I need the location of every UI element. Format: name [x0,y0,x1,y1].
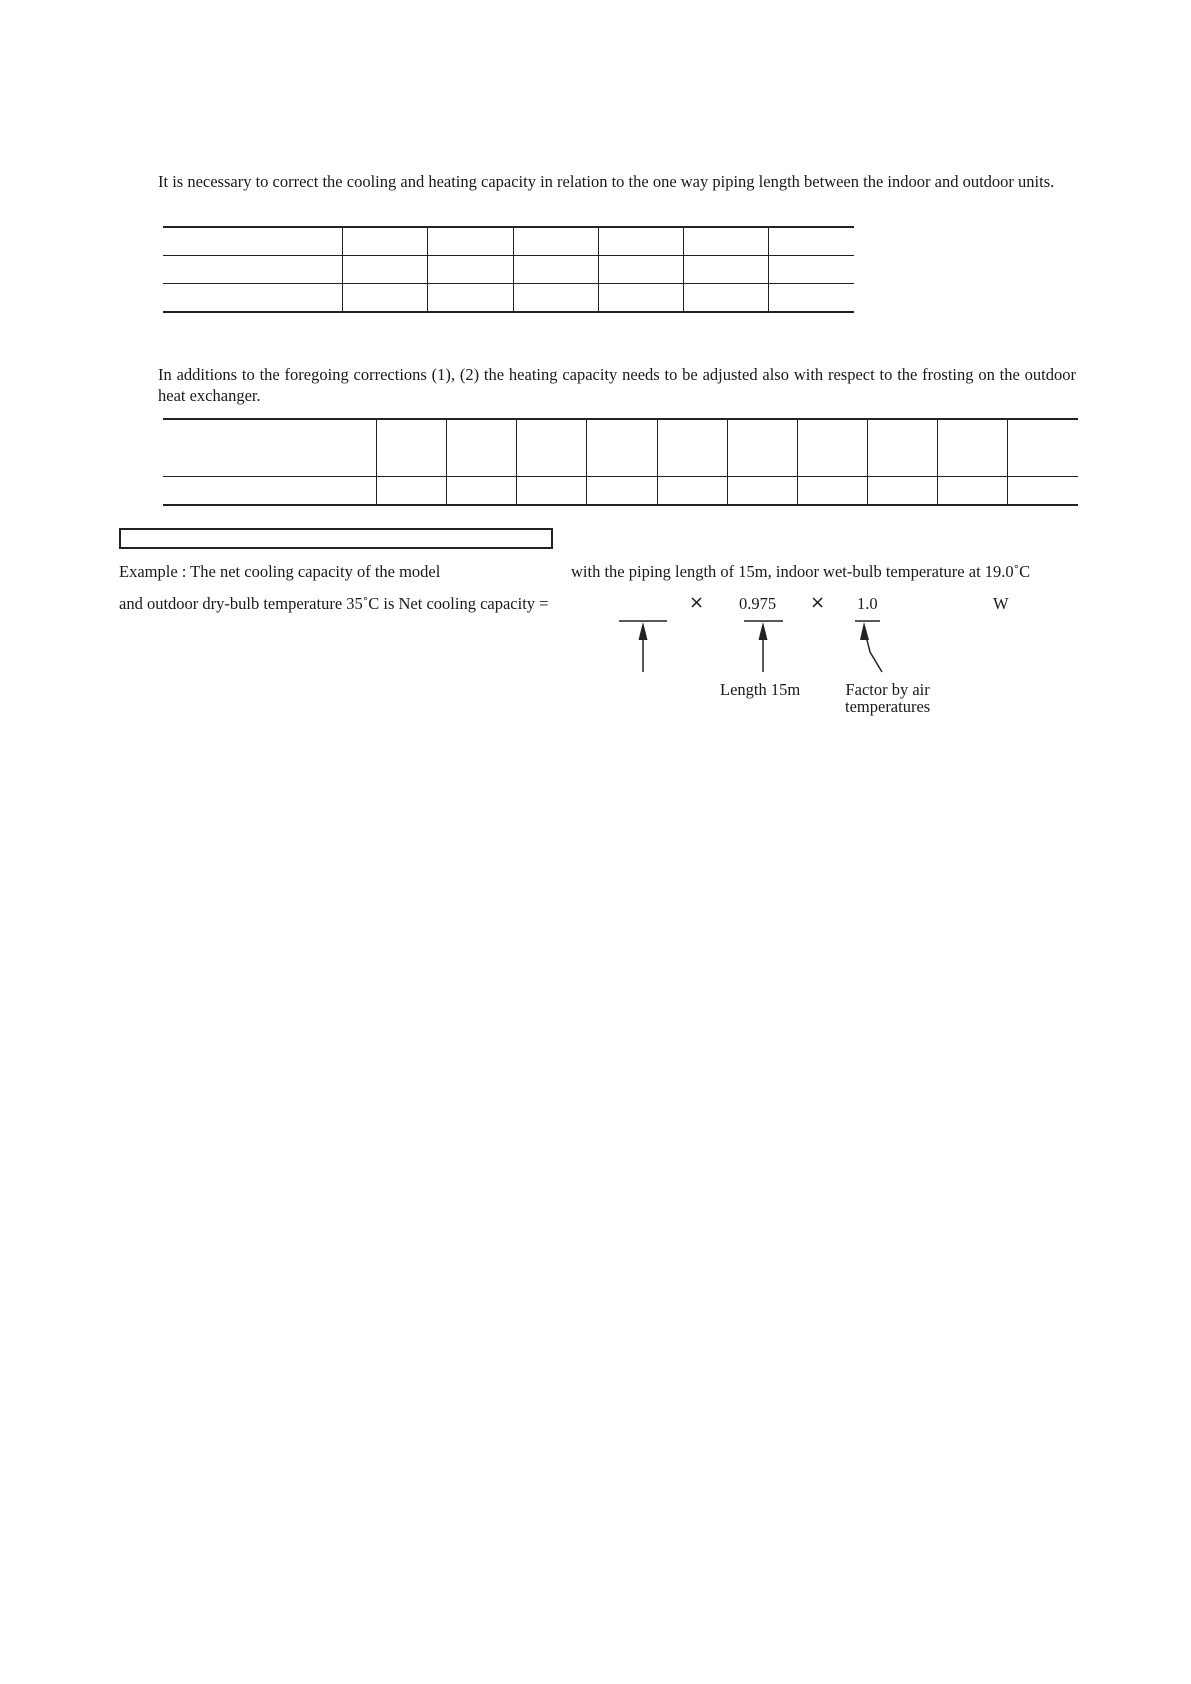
factor-arrow-shaft [866,636,882,672]
air-factor-annotation-line1: Factor by air [845,680,930,699]
formula-arrows-diagram [0,0,1191,740]
air-factor-annotation-line2: temperatures [845,697,931,716]
piping-length-correction-paragraph: It is necessary to correct the cooling and heating capacity in relation to the one way piping length between the indoor and outdoor units. [158,172,1055,191]
factor-arrow-head [860,622,869,640]
multiply-sign: × [810,592,826,613]
multiply-sign: × [689,592,705,613]
length-factor-value: 0.975 [739,594,777,613]
length-annotation: Length 15m [720,680,801,699]
air-factor-annotation [845,681,930,715]
example-line-1-right: with the piping length of 15m, indoor wet-bulb temperature at 19.0˚C [571,562,1031,581]
length-arrow-head [759,622,768,640]
result-unit: W [993,594,1009,613]
example-line-2: and outdoor dry-bulb temperature 35˚C is Net cooling capacity = [119,594,549,613]
frosting-correction-paragraph: In additions to the foregoing corrections (1), (2) the heating capacity needs to be adjusted also with respect to the frosting on the outdoor heat exchanger. [158,365,1076,405]
air-temperature-factor-value: 1.0 [857,594,878,613]
capacity-arrow-head [639,622,648,640]
example-line-1-left: Example : The net cooling capacity of the model [119,562,441,581]
